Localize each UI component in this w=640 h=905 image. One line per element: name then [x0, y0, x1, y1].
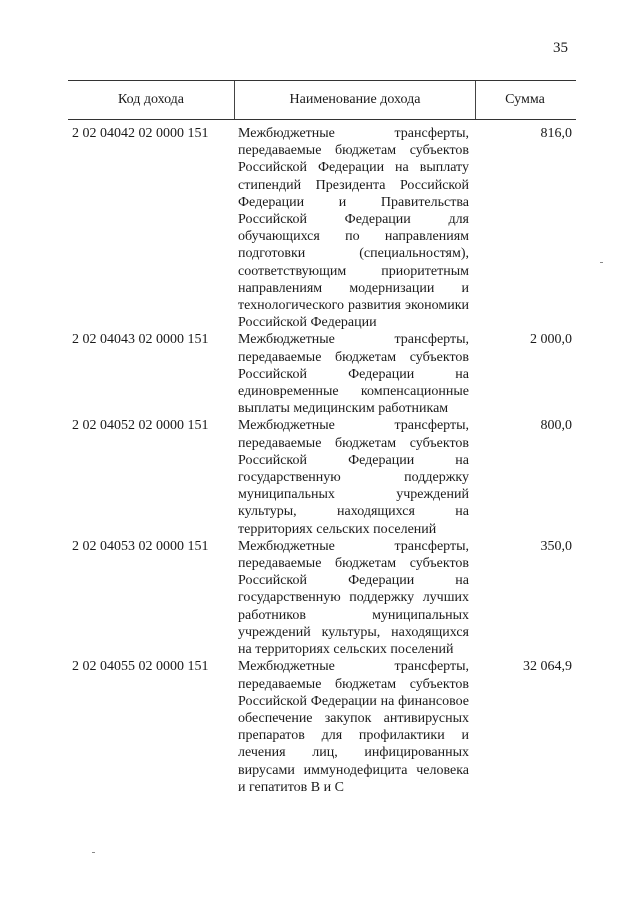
- row-name: Межбюджетные трансферты, передаваемые бюджетам субъектов Российской Федерации на государственную поддержку муниципальных учреждений культуры, находящихся на территориях сельских поселений: [238, 418, 469, 537]
- row-name: Межбюджетные трансферты, передаваемые бюджетам субъектов Российской Федерации на государственную поддержку лучших работников муниципальных учреждений культуры, находящихся на территориях сельских поселений: [238, 538, 469, 658]
- row-code: 2 02 04053 02 0000 151: [72, 538, 209, 554]
- row-sum: 800,0: [540, 418, 572, 434]
- row-name: Межбюджетные трансферты, передаваемые бюджетам субъектов Российской Федерации на единовременные компенсационные выплаты медицинским работникам: [238, 332, 469, 417]
- row-code: 2 02 04043 02 0000 151: [72, 332, 209, 348]
- row-sum: 2 000,0: [530, 332, 572, 348]
- table-row: [68, 331, 576, 417]
- row-sum: 32 064,9: [523, 659, 572, 675]
- table-row: [68, 417, 576, 537]
- row-sum: 816,0: [540, 126, 572, 141]
- row-code: 2 02 04042 02 0000 151: [72, 126, 209, 141]
- table-header: [68, 80, 576, 120]
- row-name: Межбюджетные трансферты, передаваемые бюджетам субъектов Российской Федерации на финансовое обеспечение закупок антивирусных препаратов для профилактики и лечения лиц, инфицированных вирусами иммунодефицита человека и гепатитов В и С: [238, 659, 469, 795]
- header-code: Код дохода: [117, 92, 185, 107]
- row-code: 2 02 04052 02 0000 151: [72, 418, 209, 434]
- header-name: Наименование дохода: [234, 81, 476, 119]
- table-body: [68, 125, 576, 796]
- scan-speck: [92, 852, 95, 853]
- row-name: Межбюджетные трансферты, передаваемые бюджетам субъектов Российской Федерации на выплату стипендий Президента Российской Федерации и Правительства Российской Федерации для обучающихся по направлениям подготовки (специальностям), соответствующим приоритетным направлениям модернизации и технологического развития экономики Российской Федерации: [238, 126, 469, 331]
- header-sum: Сумма: [505, 92, 545, 107]
- scan-speck: [600, 262, 603, 263]
- row-code: 2 02 04055 02 0000 151: [72, 659, 209, 675]
- row-sum: 350,0: [540, 538, 572, 554]
- page-number: 35: [553, 40, 568, 56]
- table-row: [68, 125, 576, 331]
- table-row: [68, 538, 576, 658]
- table-row: [68, 658, 576, 796]
